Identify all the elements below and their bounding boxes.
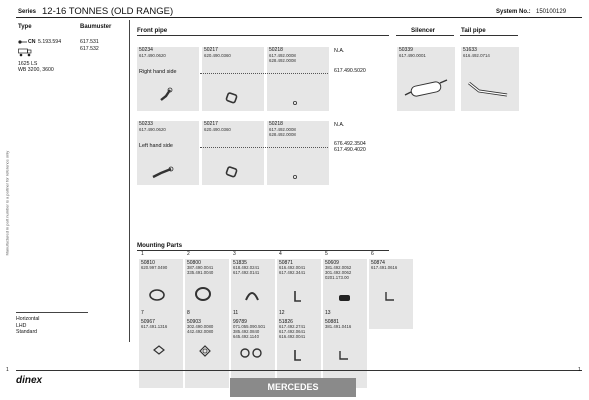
part-number: 51835 [233, 260, 247, 266]
hanger-icon [291, 289, 305, 303]
bracket-icon [243, 287, 261, 303]
extra-code: 617.490.4020 [334, 147, 366, 153]
part-code: 617.491.1316 [141, 324, 168, 329]
part-number: 50881 [325, 319, 339, 325]
part-code: 442.492.0080 [187, 329, 214, 334]
vehicle-make-badge: MERCEDES [230, 378, 356, 397]
gasket-ring-icon [224, 165, 240, 179]
page-header [16, 5, 582, 18]
part-code: 617.492.3441 [279, 270, 306, 275]
part-index: 5 [325, 251, 328, 257]
part-code: 617.492.0641 [279, 329, 306, 334]
part-number: 50339 [399, 47, 413, 53]
page-marker-right: 1 [578, 367, 581, 373]
front-part-card[interactable] [267, 121, 329, 185]
extra-code: 617.490.5020 [334, 68, 366, 74]
part-number: 50217 [204, 47, 218, 53]
part-code: 617.491.0616 [371, 265, 398, 270]
tail-pipe-title: Tail pipe [461, 27, 486, 34]
clamp-set-icon [237, 346, 267, 360]
part-code: 628.492.0008 [269, 132, 296, 137]
part-index: 8 [187, 310, 190, 316]
gasket-icon [151, 344, 167, 356]
bracket-icon [383, 289, 397, 303]
type-label: Type [18, 24, 32, 30]
extra-code: 676.492.3504 [334, 141, 366, 147]
page-marker-left: 1 [6, 367, 9, 373]
system-number-label: System No.: [496, 9, 531, 15]
side-note [4, 40, 10, 260]
part-index: 3 [233, 251, 236, 257]
baumuster-value-2: 617.532 [80, 45, 99, 52]
leader-line [200, 147, 328, 148]
part-number: 99789 [233, 319, 247, 325]
vehicle-info-column [16, 20, 130, 342]
part-code: 620.490.0360 [204, 127, 231, 132]
part-number: 50233 [139, 121, 153, 127]
mounting-parts-rule [137, 250, 389, 251]
part-code: 385.492.0840 [233, 329, 260, 334]
part-code: 071.055.090.501 [233, 324, 266, 329]
part-code: 335.491.0040 [187, 270, 214, 275]
part-code: 617.492.0008 [269, 127, 296, 132]
tail-pipe-rule [460, 35, 518, 36]
part-number: 50874 [371, 260, 385, 266]
part-number: 50903 [187, 319, 201, 325]
mounting-part-card[interactable] [369, 251, 413, 329]
truck-icon [18, 48, 32, 58]
part-code: 616.492.0714 [463, 53, 490, 58]
flange-icon [197, 344, 213, 358]
part-index: 11 [233, 310, 239, 316]
footer-rule [16, 370, 582, 371]
part-code: 381.492.0052 [325, 265, 352, 270]
front-pipe-rule [137, 35, 389, 36]
left-hand-side-label: Left hand side [139, 143, 173, 149]
part-index: 2 [187, 251, 190, 257]
part-number: 50871 [279, 260, 293, 266]
leader-line [200, 73, 328, 74]
part-number: 50217 [204, 121, 218, 127]
mounting-parts-title: Mounting Parts [137, 242, 183, 249]
part-index: 1 [141, 251, 144, 257]
part-index: 12 [279, 310, 285, 316]
silencer-icon [403, 77, 449, 101]
part-number: 51633 [463, 47, 477, 53]
brand-logo: dinex [16, 375, 43, 386]
part-code: 387.490.0041 [187, 265, 214, 270]
silencer-rule [396, 35, 454, 36]
model-value: 1625 LS [18, 61, 38, 67]
part-number: 51826 [279, 319, 293, 325]
series-label: Series [18, 9, 37, 15]
part-number: 50609 [325, 260, 339, 266]
part-number: 50234 [139, 47, 153, 53]
part-code: 618.492.0241 [233, 265, 260, 270]
front-part-card[interactable] [137, 47, 199, 111]
wheelbase-value: WB 3200, 3600 [18, 67, 54, 73]
config-variant: Standard [16, 329, 38, 335]
part-code: 616.492.0041 [279, 334, 306, 339]
config-orientation: Horizontal [16, 316, 40, 322]
system-number-value: 150100129 [536, 9, 567, 15]
side-note-text: Manufactured in part number is a partner for reference only [4, 150, 10, 256]
mounting-part-card[interactable] [185, 310, 229, 388]
baumuster-value-1: 617.531 [80, 39, 99, 45]
part-code: 617.492.0141 [233, 270, 260, 275]
not-available-label: N.A. [334, 48, 345, 54]
front-part-card[interactable] [267, 47, 329, 111]
part-code: 617.492.0008 [269, 53, 296, 58]
bolt-icon [291, 174, 299, 180]
front-pipe-bend-icon [151, 165, 175, 181]
part-number: 50967 [141, 319, 155, 325]
rubber-mount-icon [337, 293, 353, 303]
mounting-part-card[interactable] [139, 310, 183, 388]
part-number: 50218 [269, 47, 283, 53]
front-pipe-title: Front pipe [137, 27, 168, 34]
hanger-icon [291, 348, 305, 362]
right-hand-side-label: Right hand side [139, 69, 177, 75]
part-index: 4 [279, 251, 282, 257]
cn-value: 5.193.594 [38, 39, 62, 45]
part-index: 13 [325, 310, 331, 316]
bolt-icon [291, 100, 299, 106]
part-number: 50810 [141, 260, 155, 266]
part-code: 628.492.0008 [269, 58, 296, 63]
front-part-card[interactable] [137, 121, 199, 185]
part-number: 50800 [187, 260, 201, 266]
tail-pipe-card[interactable] [461, 47, 519, 111]
baumuster-label: Baumuster [80, 24, 112, 30]
part-code: 381.491.0416 [325, 324, 352, 329]
tail-pipe-icon [467, 77, 513, 99]
clamp-icon [147, 287, 167, 303]
part-code: 301.492.0062 [325, 270, 352, 275]
front-pipe-bend-icon [159, 87, 175, 103]
part-code: 616.492.0041 [279, 265, 306, 270]
bracket-icon [337, 348, 351, 362]
part-code: 617.490.0001 [399, 53, 426, 58]
part-index: 7 [141, 310, 144, 316]
gasket-ring-icon [224, 91, 240, 105]
config-footer [16, 312, 88, 336]
part-number: 50218 [269, 121, 283, 127]
part-code: 620.490.0360 [204, 53, 231, 58]
part-code: 620.997.0490 [141, 265, 168, 270]
front-part-card[interactable] [202, 121, 264, 185]
part-code: 645.492.1140 [233, 334, 259, 339]
part-code: 617.492.2741 [279, 324, 306, 329]
cn-label: CN [28, 39, 36, 45]
wheel-axle-icon [18, 39, 28, 45]
front-part-card[interactable] [202, 47, 264, 111]
part-code: 302.490.0080 [187, 324, 214, 329]
part-index: 6 [371, 251, 374, 257]
series-value: 12-16 TONNES (OLD RANGE) [42, 6, 174, 17]
silencer-card[interactable] [397, 47, 455, 111]
not-available-label: N.A. [334, 122, 345, 128]
part-code: 617.490.0620 [139, 53, 166, 58]
ring-clamp-icon [193, 285, 213, 303]
part-code: 617.490.0620 [139, 127, 166, 132]
silencer-title: Silencer [411, 27, 436, 34]
part-code: 0201.173.00 [325, 275, 349, 280]
config-drive: LHD [16, 322, 27, 329]
